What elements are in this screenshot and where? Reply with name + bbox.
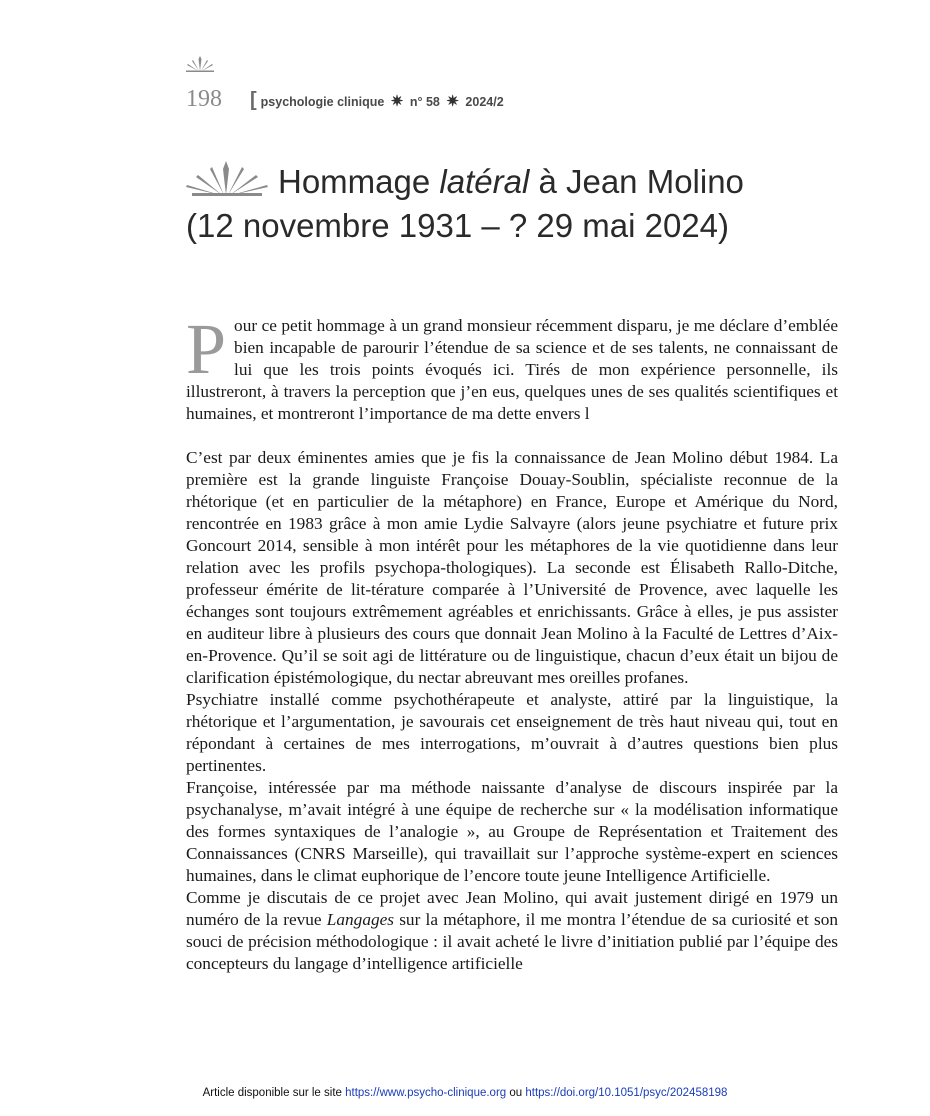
journal-title-italic: Langages bbox=[326, 910, 394, 929]
footer-middle: ou bbox=[506, 1087, 526, 1099]
drop-cap: P bbox=[186, 309, 227, 389]
site-link[interactable]: https://www.psycho-clinique.org bbox=[345, 1087, 507, 1099]
paragraph-text: sur la métaphore, il me montra l’étendue de sa curiosité et son souci de précision méthodologique : il avait acheté le livre d’initiation publié par l’équipe des concepteurs du langage d’intelligence artificielle bbox=[186, 910, 838, 973]
article-title-block bbox=[186, 160, 846, 248]
doi-link[interactable]: https://doi.org/10.1051/psyc/202458198 bbox=[525, 1087, 728, 1099]
star-icon: ✷ bbox=[446, 93, 459, 110]
title-dates: (12 novembre 1931 – ? 29 mai 2024) bbox=[186, 207, 730, 244]
body-paragraph: C’est par deux éminentes amies que je fis la connaissance de Jean Molino début 1984. La première est la grande linguiste Françoise Douay-Soublin, spécialiste reconnue de la rhétorique (et en particulier de la métaphore) en France, Europe et Amérique du Nord, rencontrée en 1983 grâce à mon amie Lydie Salvayre (alors jeune psychiatre et future prix Goncourt 2014, sensible à mon intérêt pour les métaphores de la vie quotidienne dans leur relation avec les profils psychopa-thologiques). La seconde est Élisabeth Rallo-Ditche, professeur émérite de lit-térature comparée à l’Université de Provence, avec laquelle les échanges sont toujours extrêmement agréables et enrichissants. Grâce à elles, je pus assister en auditeur libre à plusieurs des cours que donnait Jean Molino à la Faculté de Lettres d’Aix-en-Provence. Qu’il se soit agi de littérature ou de linguistique, chacun d’eux était un bijou de clarification épistémologique, du nectar abreuvant mes oreilles profanes. bbox=[186, 448, 838, 687]
title-text: Hommage bbox=[278, 163, 440, 200]
running-header bbox=[186, 86, 504, 116]
agave-logo-icon bbox=[186, 161, 268, 197]
body-paragraph bbox=[186, 887, 838, 975]
intro-text: our ce petit hommage à un grand monsieur récemment disparu, je me déclare d’emblée bien incapable de parourir l’étendue de sa science et de ses talents, ne connaissant de lui que les trois points évoqués ici. Tirés de mon expérience personnelle, ils illustreront, à travers la perception que j’en eus, quelques unes de ses qualités scientifiques et humaines, et montreront l’importance de ma dette envers l bbox=[186, 316, 838, 423]
journal-reference bbox=[250, 89, 504, 112]
title-text: à Jean Molino bbox=[529, 163, 744, 200]
page-number: 198 bbox=[186, 86, 222, 112]
issue-number: n° 58 bbox=[409, 95, 440, 109]
star-icon: ✷ bbox=[390, 93, 404, 110]
issue-year: 2024/2 bbox=[465, 95, 504, 109]
availability-footer bbox=[0, 1087, 930, 1099]
body-paragraph: Françoise, intéressée par ma méthode naissante d’analyse de discours inspirée par la psychanalyse, m’avait intégré à une équipe de recherche sur « la modélisation informatique des formes syntaxiques de l’analogie », au Groupe de Représentation et Traitement des Connaissances (CNRS Marseille), qui travaillait sur l’approche système-expert en sciences humaines, dans le climat euphorique de l’encore toute jeune Intelligence Artificielle. bbox=[186, 778, 838, 885]
article-body bbox=[186, 309, 838, 975]
bracket: [ bbox=[250, 89, 257, 111]
article-title bbox=[186, 160, 846, 248]
agave-logo-icon bbox=[186, 56, 214, 72]
body-paragraph: Psychiatre installé comme psychothérapeute et analyste, attiré par la linguistique, la rhétorique et l’argumentation, je savourais cet enseignement de très haut niveau qui, tout en répondant à certaines de mes interrogations, m’ouvrait à d’autres questions bien plus pertinentes. bbox=[186, 690, 838, 775]
footer-prefix: Article disponible sur le site bbox=[202, 1087, 346, 1099]
title-italic-word: latéral bbox=[439, 163, 530, 200]
paragraph-text: Comme je discutais de ce projet avec Jean Molino, qui avait justement dirigé en 1979 un numéro de la revue bbox=[186, 888, 838, 929]
journal-name: psychologie clinique bbox=[260, 95, 385, 109]
intro-paragraph bbox=[186, 309, 838, 425]
